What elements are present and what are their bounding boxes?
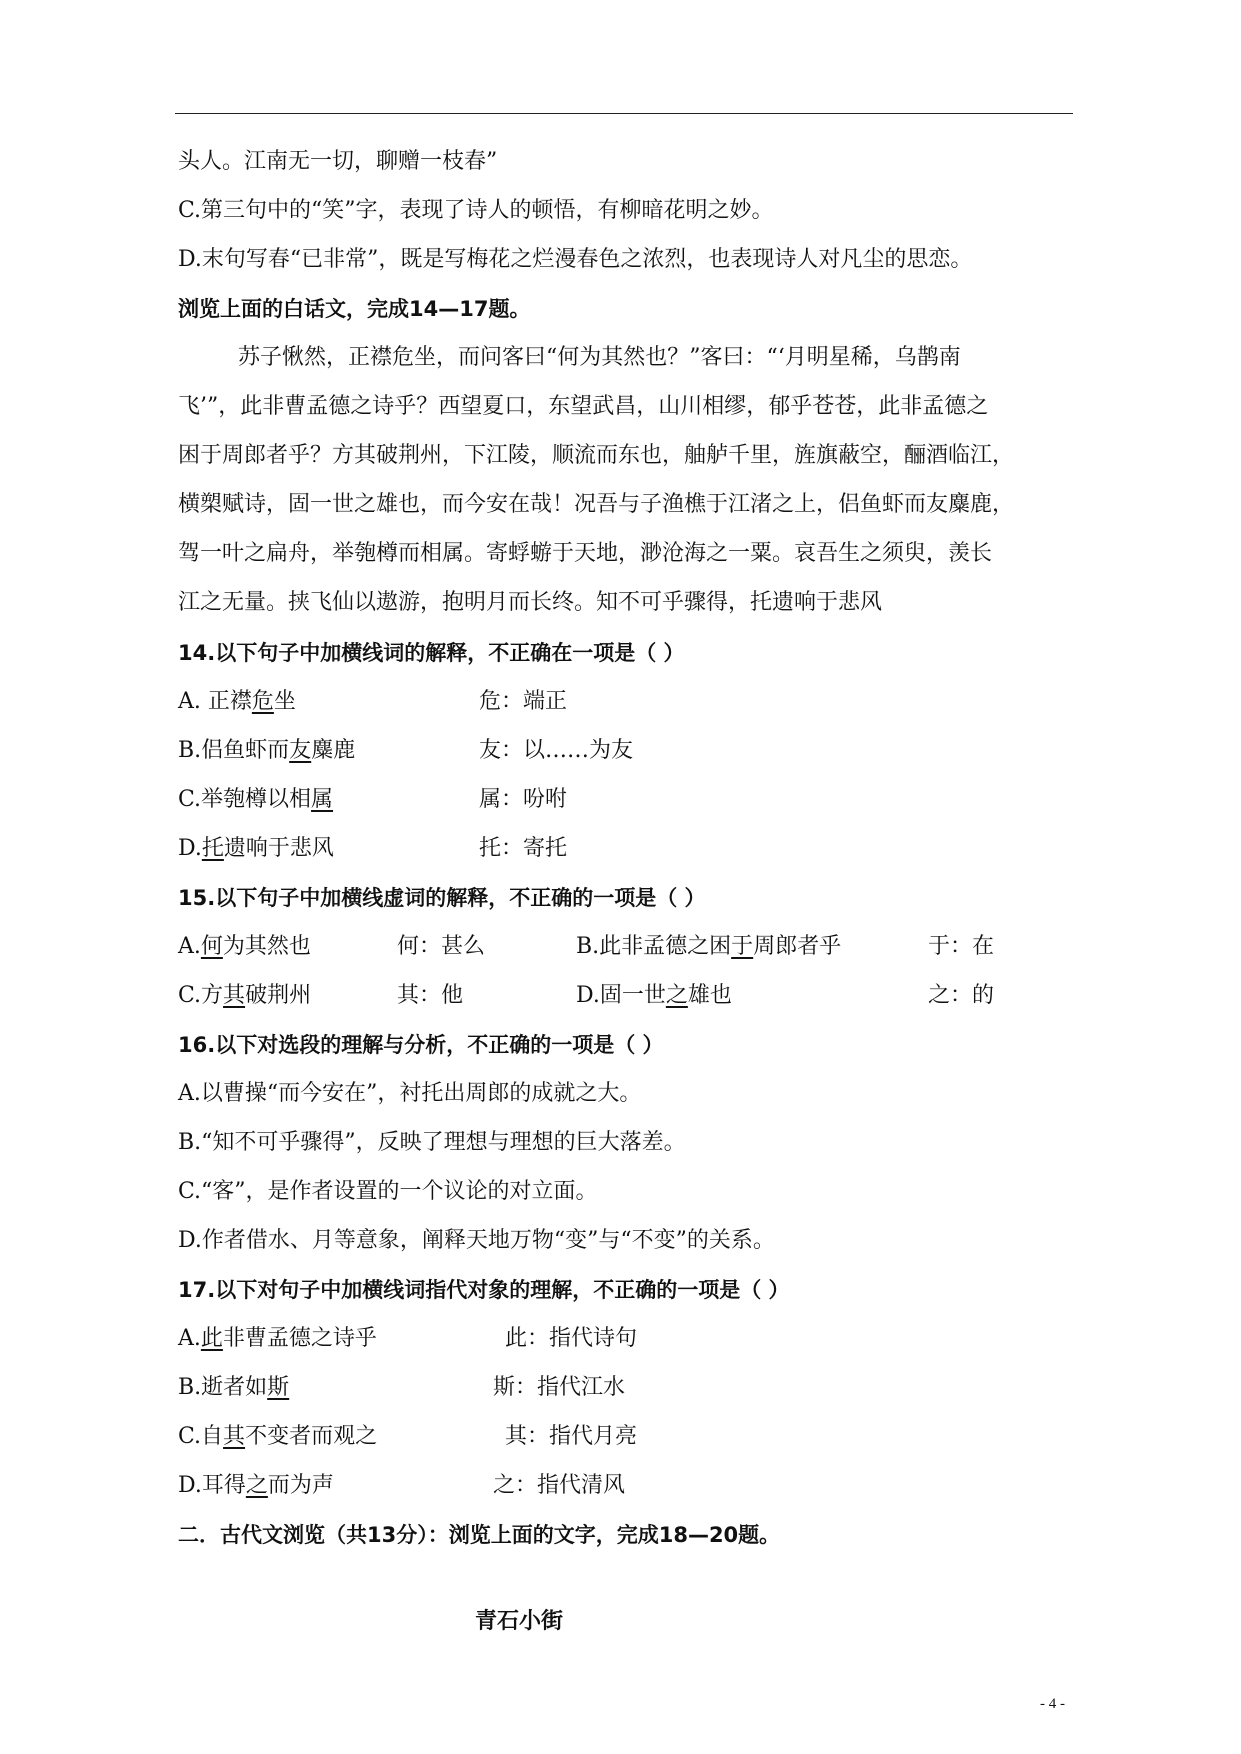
question-15-stem: 15.以下句子中加横线虚词的解释，不正确的一项是（ ）	[178, 886, 706, 910]
q14-option-d: D.托遗响于悲风	[178, 836, 334, 861]
passage-line: 飞’”，此非曹孟德之诗乎？西望夏口，东望武昌，山川相缪，郁乎苍苍，此非孟德之	[178, 394, 989, 419]
passage-line: 困于周郎者乎？方其破荆州，下江陵，顺流而东也，舳舻千里，旌旗蔽空，酾酒临江，	[178, 443, 1015, 468]
q15-option-b-explanation: 于：在	[928, 934, 995, 959]
q15-option-a: A.何为其然也	[178, 934, 311, 959]
q17-option-c: C.自其不变者而观之	[178, 1424, 378, 1449]
q17-option-b-explanation: 斯：指代江水	[493, 1375, 626, 1400]
essay-title: 青石小街	[475, 1609, 564, 1634]
q14-option-b: B.侣鱼虾而友麋鹿	[178, 738, 356, 763]
q16-option-a: A.以曹操“而今安在”，衬托出周郎的成就之大。	[178, 1081, 642, 1106]
q15-option-c: C.方其破荆州	[178, 983, 312, 1008]
q17-option-d-explanation: 之：指代清风	[493, 1473, 626, 1498]
q14-option-c: C.举匏樽以相属	[178, 787, 334, 812]
q17-option-c-explanation: 其：指代月亮	[505, 1424, 638, 1449]
q15-option-b: B.此非孟德之困于周郎者乎	[576, 934, 842, 959]
q15-option-a-explanation: 何：甚么	[397, 934, 486, 959]
q15-option-d-explanation: 之：的	[928, 983, 995, 1008]
q15-option-c-explanation: 其：他	[397, 983, 464, 1008]
q16-option-c: C.“客”，是作者设置的一个议论的对立面。	[178, 1179, 598, 1204]
q15-option-d: D.固一世之雄也	[576, 983, 732, 1008]
q17-option-a: A.此非曹孟德之诗乎	[178, 1326, 377, 1351]
header-rule	[175, 113, 1073, 114]
q17-option-d: D.耳得之而为声	[178, 1473, 334, 1498]
q14-option-a-explanation: 危：端正	[479, 689, 568, 714]
text-line: 头人。江南无一切，聊赠一枝春”	[178, 149, 498, 174]
q14-option-d-explanation: 托：寄托	[479, 836, 568, 861]
q16-option-d: D.作者借水、月等意象，阐释天地万物“变”与“不变”的关系。	[178, 1228, 775, 1253]
question-16-stem: 16.以下对选段的理解与分析，不正确的一项是（ ）	[178, 1033, 664, 1057]
passage-line: 驾一叶之扁舟，举匏樽而相属。寄蜉蝣于天地，渺沧海之一粟。哀吾生之须臾，羡长	[178, 541, 993, 566]
q16-option-b: B.“知不可乎骤得”，反映了理想与理想的巨大落差。	[178, 1130, 686, 1155]
q14-option-b-explanation: 友：以……为友	[479, 738, 634, 763]
question-14-stem: 14.以下句子中加横线词的解释，不正确在一项是（ ）	[178, 641, 685, 665]
q17-option-b: B.逝者如斯	[178, 1375, 290, 1400]
instruction-heading: 浏览上面的白话文，完成14—17题。	[178, 297, 531, 321]
question-17-stem: 17.以下对句子中加横线词指代对象的理解，不正确的一项是（ ）	[178, 1278, 790, 1302]
q14-option-a: A. 正襟危坐	[178, 689, 296, 714]
passage-line: 江之无量。挟飞仙以遨游，抱明月而长终。知不可乎骤得，托遗响于悲风	[178, 590, 883, 615]
section-2-heading: 二．古代文浏览（共13分）：浏览上面的文字，完成18—20题。	[178, 1523, 781, 1547]
passage-line: 横槊赋诗，固一世之雄也，而今安在哉！况吾与子渔樵于江渚之上，侣鱼虾而友麋鹿，	[178, 492, 1015, 517]
q14-option-c-explanation: 属：吩咐	[479, 787, 568, 812]
option-d-text: D.末句写春“已非常”，既是写梅花之烂漫春色之浓烈，也表现诗人对凡尘的思恋。	[178, 247, 973, 272]
page-number: - 4 -	[1040, 1696, 1065, 1712]
option-c-text: C.第三句中的“笑”字，表现了诗人的顿悟，有柳暗花明之妙。	[178, 198, 774, 223]
q17-option-a-explanation: 此：指代诗句	[505, 1326, 638, 1351]
passage-line: 苏子愀然，正襟危坐，而问客曰“何为其然也？”客曰：“‘月明星稀，乌鹊南	[238, 345, 961, 370]
